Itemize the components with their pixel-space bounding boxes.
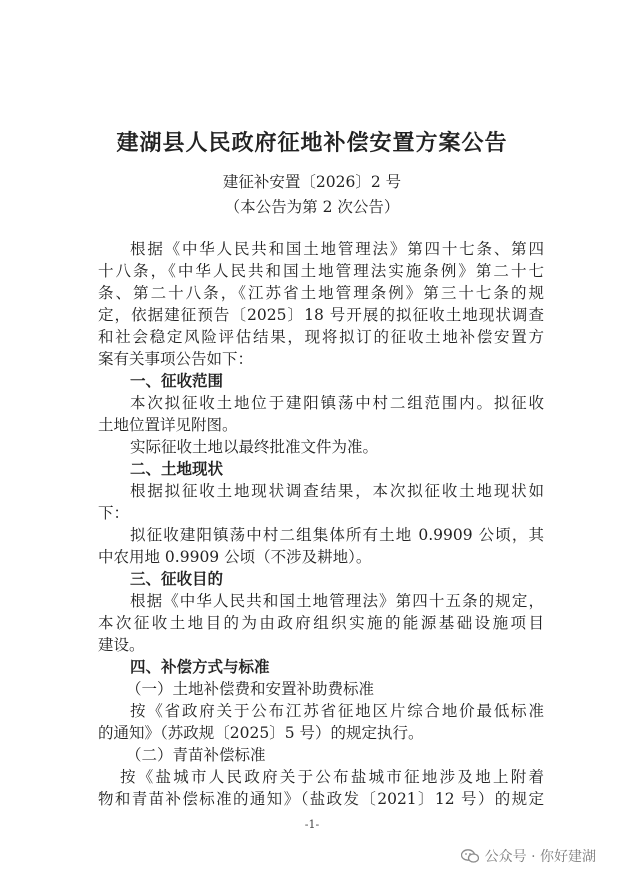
section-heading: 四、补偿方式与标准 [130,658,270,676]
section-heading: 一、征收范围 [130,372,224,390]
page-number: -1- [304,818,320,831]
subsection-heading: （二）青苗补偿标准 [126,746,266,764]
section-heading: 二、土地现状 [130,460,224,478]
body-line: 下： [98,504,130,522]
body-line: 条、第二十八条，《江苏省土地管理条例》第三十七条的规 [98,284,544,302]
body-line: 案有关事项公告如下： [98,350,254,368]
body-line: 建设。 [98,636,145,654]
body-line: 本次拟征收土地位于建阳镇荡中村二组范围内。拟征收 [130,394,544,412]
notice-count: （本公告为第 2 次公告） [224,198,400,216]
document-number: 建征补安置〔2026〕2 号 [222,173,402,191]
body-line: 物和青苗补偿标准的通知》（盐政发〔2021〕12 号）的规定 [98,790,544,808]
section-heading: 三、征收目的 [130,570,224,588]
wechat-icon [461,849,479,863]
document-body [98,238,544,810]
subsection-heading: （一）土地补偿费和安置补助费标准 [126,680,375,698]
body-line: 中农用地 0.9909 公顷（不涉及耕地）。 [98,548,372,566]
body-line: 定，依据建征预告〔2025〕18 号开展的拟征收土地现状调查 [98,306,544,324]
body-line: 根据《中华人民共和国土地管理法》第四十五条的规定， [130,592,544,610]
body-line: 土地位置详见附图。 [98,416,238,434]
body-line: 拟征收建阳镇荡中村二组集体所有土地 0.9909 公顷，其 [130,526,544,544]
body-line: 本次征收土地目的为由政府组织实施的能源基础设施项目 [98,614,544,632]
watermark [461,846,596,866]
body-line: 根据拟征收土地现状调查结果，本次拟征收土地现状如 [130,482,544,500]
body-line: 按《省政府关于公布江苏省征地区片综合地价最低标准 [130,702,544,720]
body-line: 实际征收土地以最终批准文件为准。 [130,438,379,456]
body-line: 十八条，《中华人民共和国土地管理法实施条例》第二十七 [98,262,544,280]
body-line: 根据《中华人民共和国土地管理法》第四十七条、第四 [130,240,544,258]
body-line: 和社会稳定风险评估结果，现将拟订的征收土地补偿安置方 [98,328,544,346]
body-line: 按《盐城市人民政府关于公布盐城市征地涉及地上附着 [120,768,544,786]
document-title: 建湖县人民政府征地补偿安置方案公告 [116,131,508,156]
watermark-text: 公众号 · 你好建湖 [484,849,596,865]
body-line: 的通知》（苏政规〔2025〕5 号）的规定执行。 [98,724,424,742]
